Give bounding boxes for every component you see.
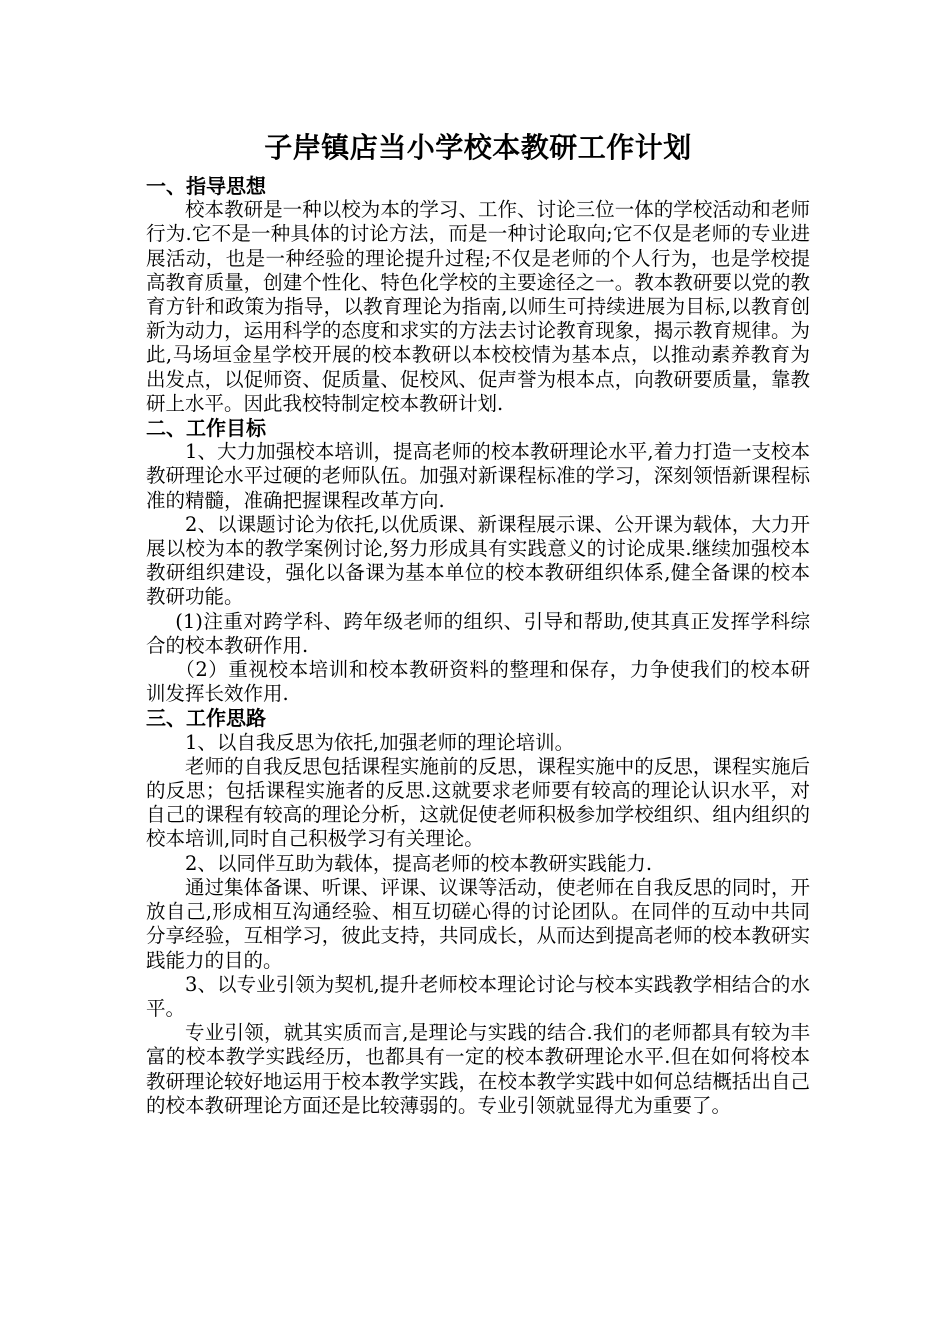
section-heading-work-goals: 二、工作目标 [146,416,266,441]
sub-paragraph: (1)注重对跨学科、跨年级老师的组织、引导和帮助,使其真正发挥学科综合的校本教研作用. [146,609,810,657]
paragraph: 1、大力加强校本培训，提高老师的校本教研理论水平,着力打造一支校本教研理论水平过硬的老师队伍。加强对新课程标准的学习，深刻领悟新课程标准的精髓，准确把握课程改革方向. [146,440,810,512]
document-page [146,128,810,1118]
paragraph: 3、以专业引领为契机,提升老师校本理论讨论与校本实践教学相结合的水平。 [146,972,810,1020]
paragraph: 通过集体备课、听课、评课、议课等活动，使老师在自我反思的同时，开放自己,形成相互沟通经验、相互切磋心得的讨论团队。在同伴的互动中共同分享经验，互相学习，彼此支持，共同成长，从而达到提高老师的校本教研实践能力的目的。 [146,875,810,972]
sub-paragraph: （2）重视校本培训和校本教研资料的整理和保存，力争使我们的校本研训发挥长效作用. [146,658,810,706]
paragraph: 老师的自我反思包括课程实施前的反思，课程实施中的反思，课程实施后的反思；包括课程实施者的反思.这就要求老师要有较高的理论认识水平，对自己的课程有较高的理论分析，这就促使老师积极参加学校组织、组内组织的校本培训,同时自己积极学习有关理论。 [146,754,810,851]
paragraph: 1、以自我反思为依托,加强老师的理论培训。 [185,730,575,754]
paragraph: 专业引领，就其实质而言,是理论与实践的结合.我们的老师都具有较为丰富的校本教学实践经历，也都具有一定的校本教研理论水平.但在如何将校本教研理论较好地运用于校本教学实践，在校本教学实践中如何总结概括出自己的校本教研理论方面还是比较薄弱的。专业引领就显得尤为重要了。 [146,1021,810,1117]
document-title: 子岸镇店当小学校本教研工作计划 [264,131,692,164]
section-heading-work-approach: 三、工作思路 [146,706,266,731]
paragraph: 校本教研是一种以校为本的学习、工作、讨论三位一体的学校活动和老师行为.它不是一种具体的讨论方法，而是一种讨论取向;它不仅是老师的专业进展活动，也是一种经验的理论提升过程;不仅是老师的个人行为，也是学校提高教育质量，创建个性化、特色化学校的主要途径之一。教本教研要以党的教育方针和政策为指导，以教育理论为指南,以师生可持续进展为目标,以教育创新为动力，运用科学的态度和求实的方法去讨论教育现象，揭示教育规律。为此,马场垣金星学校开展的校本教研以本校校情为基本点，以推动素养教育为出发点，以促师资、促质量、促校风、促声誉为根本点，向教研要质量，靠教研上水平。因此我校特制定校本教研计划. [146,198,810,415]
paragraph: 2、以课题讨论为依托,以优质课、新课程展示课、公开课为载体，大力开展以校为本的教学案例讨论,努力形成具有实践意义的讨论成果.继续加强校本教研组织建设，强化以备课为基本单位的校本教研组织体系,健全备课的校本教研功能。 [146,512,810,609]
section-heading-guiding-ideology: 一、指导思想 [146,174,266,198]
paragraph: 2、以同伴互助为载体，提高老师的校本教研实践能力. [185,851,653,875]
